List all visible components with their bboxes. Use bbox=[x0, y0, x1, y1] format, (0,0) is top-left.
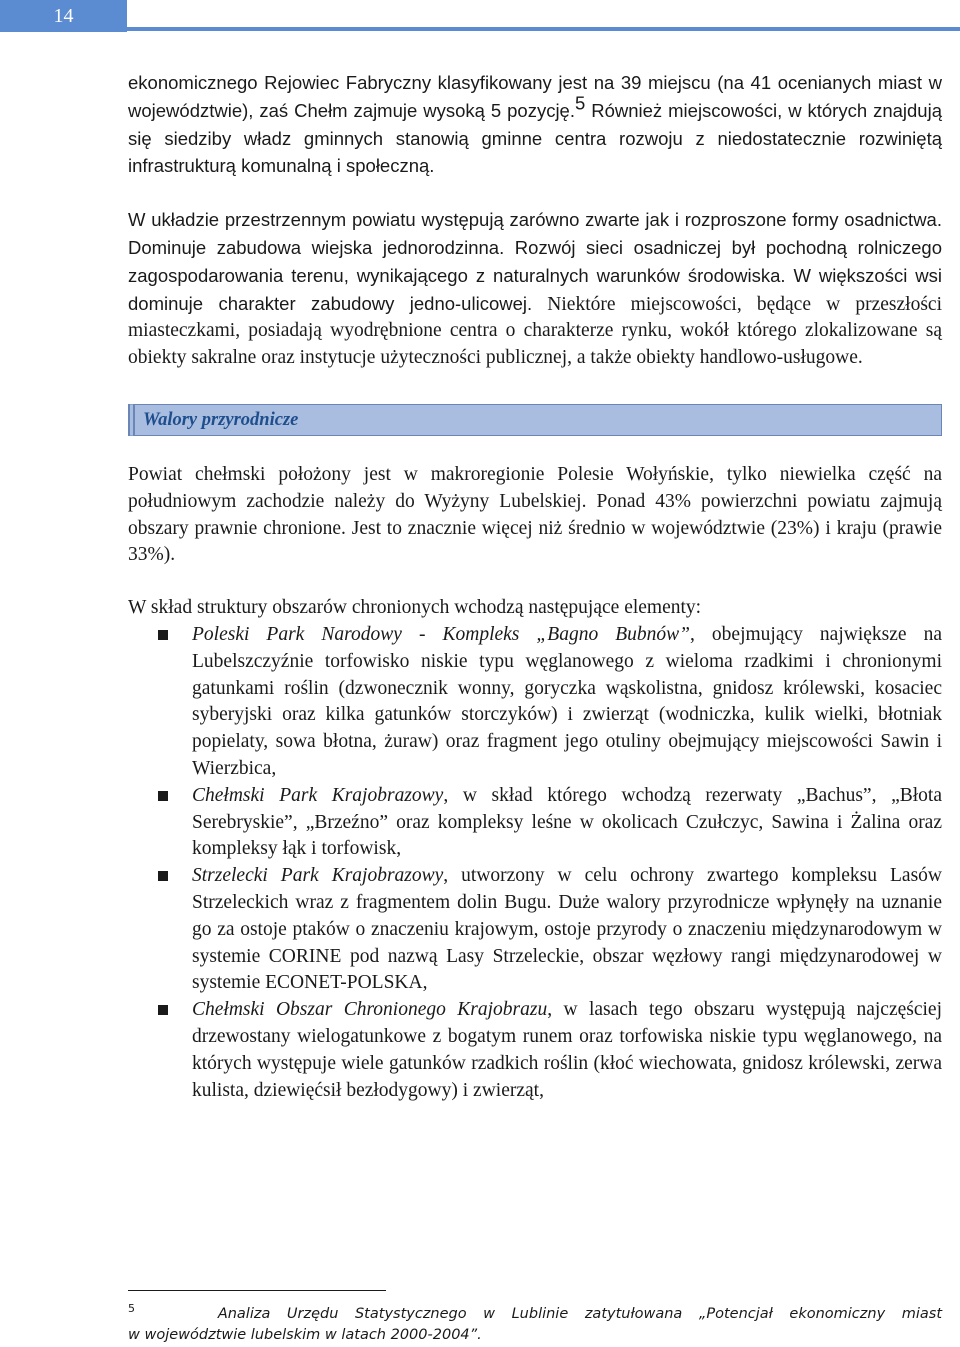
paragraph-1-text-a: ekonomicznego Rejowiec Fabryczny klasyfikowany jest na 39 miejscu (na 41 ocenianych miast w województwie), zaś Chełm zajmuje wysoką 5 pozycję. bbox=[128, 72, 942, 121]
list-item-name: Poleski Park Narodowy - Kompleks „Bagno Bubnów” bbox=[192, 623, 690, 645]
page-number: 14 bbox=[0, 0, 127, 32]
square-bullet-icon bbox=[158, 871, 168, 881]
footnote-text-1: Analiza Urzędu Statystycznego w Lublinie zatytułowana „Potencjał ekonomiczny miast bbox=[217, 1305, 943, 1322]
list-item-text: , w lasach tego obszaru występują najczęściej drzewostany wielogatunkowe z bogatym runem oraz torfowiska niskie typu węglanowego, na których występuje wiele gatunków rzadkich roślin (kłoć wiechowata, gnidosz królewski, zerwa kulista, dziewięćsił bezłodygowy) i zwierząt, bbox=[192, 999, 943, 1101]
footnote bbox=[128, 1298, 942, 1346]
list-item-name: Chełmski Park Krajobrazowy bbox=[192, 784, 444, 806]
list-intro: W skład struktury obszarów chronionych wchodzą następujące elementy: bbox=[128, 597, 702, 619]
footnote-line-1 bbox=[128, 1298, 942, 1325]
list-item-name: Strzelecki Park Krajobrazowy bbox=[192, 865, 444, 887]
paragraph-2-text-c: Niektóre miejscowości, będące w przeszłości miasteczkami, posiadają wyodrębnione centra o charakterze rynku, wokół którego zlokalizowane są obiekty sakralne oraz instytucje użyteczności publicznej, a także obiekty handlowo-usługowe. bbox=[128, 293, 942, 369]
protected-areas-list bbox=[128, 622, 942, 1104]
paragraph-1 bbox=[128, 70, 942, 181]
square-bullet-icon bbox=[158, 791, 168, 801]
list-item-text: , w skład którego wchodzą rezerwaty „Bachus”, „Błota Serebryskie”, „Brzeźno” oraz kompleksy leśne w okolicach Czułczyc, Sawina i Żalina oraz kompleksy łąk i torfowisk, bbox=[192, 784, 942, 860]
footnote-reference[interactable]: 5 bbox=[574, 92, 586, 114]
list-item bbox=[128, 997, 942, 1104]
footnote-separator bbox=[128, 1290, 386, 1291]
section-heading-bar bbox=[128, 404, 942, 436]
page-content bbox=[128, 70, 942, 1104]
header-rule bbox=[127, 27, 960, 31]
list-item-name: Chełmski Obszar Chronionego Krajobrazu bbox=[192, 999, 548, 1021]
footnote-text-2: w województwie lubelskim w latach 2000-2004”. bbox=[128, 1326, 482, 1343]
list-item bbox=[128, 622, 942, 783]
paragraph-2-text-b: Rozwój sieci osadniczej był pochodną rolniczego zagospodarowania terenu, wynikającego z naturalnych warunków środowiska. W większości wsi dominuje charakter zabudowy jedno-ulicowej. bbox=[128, 236, 942, 314]
paragraph-2 bbox=[128, 207, 942, 372]
paragraph-2-text-a: W układzie przestrzennym powiatu występują zarówno zwarte jak i rozproszone formy osadnictwa. Dominuje zabudowa wiejska jednorodzinna. bbox=[128, 209, 942, 258]
square-bullet-icon bbox=[158, 1005, 168, 1015]
list-item bbox=[128, 863, 942, 997]
footnote-marker: 5 bbox=[128, 1302, 135, 1315]
section-heading: Walory przyrodnicze bbox=[143, 409, 299, 430]
paragraph-1-text-b: Również miejscowości, w których znajdują się siedziby władz gminnych stanowią gminne centra rozwoju z niedostatecznie rozwiniętą infrastrukturą komunalną i społeczną. bbox=[128, 99, 942, 177]
list-item-text: , obejmujący największe na Lubelszczyźnie torfowisko niskie typu węglanowego z wieloma rzadkimi i chronionymi gatunkami roślin (dzwonecznik wonny, goryczka wąskolistna, gnidosz królewski, kosaciec syberyjski oraz kilka gatunków storczyków) i zwierząt (wodniczka, kulik wielki, błotniak popielaty, sowa błotna, żuraw) oraz fragment jego otuliny obejmujący miejscowości Sawin i Wierzbica, bbox=[192, 623, 942, 779]
square-bullet-icon bbox=[158, 630, 168, 640]
list-item bbox=[128, 783, 942, 863]
paragraph-3: Powiat chełmski położony jest w makroregionie Polesie Wołyńskie, tylko niewielka część na południowym zachodzie należy do Wyżyny Lubelskiej. Ponad 43% powierzchni powiatu zajmują obszary prawnie chronione. Jest to znacznie więcej niż średnio w województwie (23%) i kraju (prawie 33%). bbox=[128, 463, 942, 566]
list-item-text: , utworzony w celu ochrony zwartego kompleksu Lasów Strzeleckich wraz z fragmentem dolin Bugu. Duże walory przyrodnicze wpłynęły na uznanie go za ostoje ptaków o znaczeniu krajowym, ostoje przyrody o znaczeniu międzynarodowym w systemie CORINE pod nazwą Lasy Strzeleckie, obszar węzłowy rangi międzynarodowej w systemie ECONET-POLSKA, bbox=[192, 865, 942, 994]
